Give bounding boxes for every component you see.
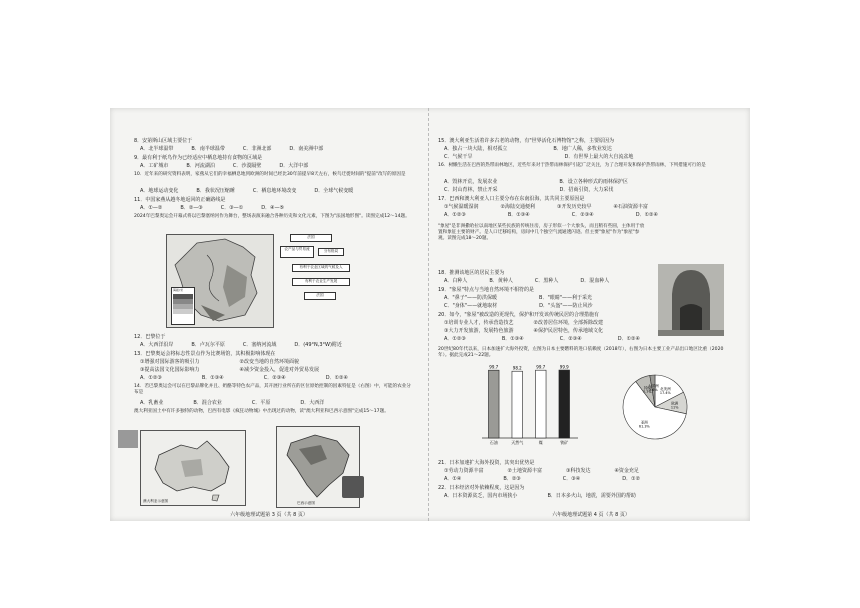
question-21: 21．日本加速扩大海外投资，其突出优势是 <box>438 460 535 466</box>
option: B．日本多火山，地震，需要外国的帮助 <box>547 493 636 499</box>
option: B．②③ <box>503 476 521 482</box>
option: B．河流湖泊 <box>186 163 215 169</box>
option: A．"鼻子"——防洪保暖 <box>444 295 498 301</box>
option: C．气候干旱 <box>444 154 473 160</box>
option: D．(49°N,3°W)附近 <box>294 342 342 348</box>
pie-slice-label: 亚洲 <box>640 420 648 425</box>
flow-step-4: 有利于农业区域的气候及人 <box>292 264 350 272</box>
question-19: 19．"象屋"特点与当地自然环境不相符的是 <box>438 287 534 293</box>
option: A．大西洋沿岸 <box>140 342 174 348</box>
option: C．塞纳河流域 <box>242 342 277 348</box>
question-11-options <box>140 205 284 211</box>
question-18: 18．推测该地区的居民主要为 <box>438 270 505 276</box>
flow-chart <box>280 234 360 326</box>
statement: ②改善居住环境，全部拆除改建 <box>533 320 603 326</box>
statement: ③大力开发旅游，发展特色旅游 <box>444 328 514 334</box>
option: C．③—① <box>220 205 244 211</box>
option: D．①②④ <box>325 375 349 381</box>
option: C．非洲北部 <box>242 146 272 152</box>
option: A．①②③ <box>444 212 466 218</box>
question-20-choices <box>444 336 640 342</box>
left-page <box>110 108 429 521</box>
brazil-map-caption: 巴西示意图 <box>297 500 315 505</box>
question-8-options <box>140 146 323 152</box>
option: D．混血种人 <box>580 278 610 284</box>
option: C．栖息地环境改变 <box>252 188 297 194</box>
option: D．南美洲中部 <box>289 146 324 152</box>
option: A．乳畜业 <box>140 400 164 406</box>
question-17-statements <box>444 204 648 210</box>
option: D．①②④ <box>617 336 641 342</box>
bar-value-label: 99.7 <box>489 364 499 370</box>
option: A．北半球温带 <box>140 146 174 152</box>
question-15-options-b <box>444 154 633 160</box>
flow-step-1: 法国 <box>290 234 332 242</box>
statement: ④保护民居特色，传承地域文化 <box>533 328 603 334</box>
australia-map <box>140 430 246 506</box>
question-9-options <box>140 163 308 169</box>
option: B．南半球温带 <box>191 146 225 152</box>
statement: ③提高法国文化国际影响力 <box>140 367 200 373</box>
pie-slice-label: 欧洲 <box>671 401 679 406</box>
map-legend <box>171 287 195 325</box>
question-10-options <box>140 188 353 194</box>
option: C．②③④ <box>571 212 594 218</box>
question-14: 14．若巴黎奥运会可以在巴黎品牌化并且、奶酪等特色农产品，其开展行业所在的区位原始控制的因素特征是（右图）中，可能的农业分布是 <box>134 384 411 395</box>
question-16: 16．树懒生活在巴西的热带雨林地区，近些年来对于热带雨林保护引起广泛关注，为了合理开发和保护热带雨林，下列措施可行的是 <box>438 163 706 168</box>
bar <box>488 370 499 438</box>
option: D．大西洋 <box>300 400 325 406</box>
question-19-options-b <box>444 303 593 309</box>
statement: ②海陆交通便利 <box>500 204 535 210</box>
question-18-options <box>444 278 609 284</box>
option: B．②—③ <box>180 205 203 211</box>
question-8: 8．安第斯山区域主要位于 <box>134 138 193 144</box>
export-region-share-chart <box>600 364 710 450</box>
option: A．日本资源贫乏，国内市场狭小 <box>444 493 518 499</box>
category-label: 石油 <box>489 440 498 445</box>
flow-step-6: 法国 <box>304 292 336 300</box>
question-21-choices <box>444 476 640 482</box>
option: D．招商引资，大力采伐 <box>559 187 614 193</box>
option: A．①④ <box>444 476 462 482</box>
option: A．工矿城市 <box>140 163 169 169</box>
option: B．地广人稀，多牧业发达 <box>553 146 612 152</box>
statement: ③开发历史较早 <box>556 204 592 210</box>
question-15: 15．澳大利亚生活着许多古老的动物，有"世界活化石博物馆"之称，主要原因为 <box>438 138 614 144</box>
right-page-footer: 六年级地理试题第 4 页（共 8 页） <box>552 511 630 518</box>
option: D．"头盔"——防止风沙 <box>539 303 593 309</box>
option: B．①③④ <box>507 212 530 218</box>
question-15-options-a <box>444 146 612 152</box>
pie-slice-value: 11% <box>670 405 679 410</box>
option: C．②③④ <box>263 375 286 381</box>
option: C．平原 <box>251 400 271 406</box>
question-22: 22．日本经济对外依赖程度，这是因为 <box>438 485 525 491</box>
pie-slice-value: 7.7% <box>642 389 652 394</box>
option: B．卢瓦尔平原 <box>191 342 225 348</box>
question-19-options-a <box>444 295 592 301</box>
option: B．我状况压缩睡 <box>196 188 235 194</box>
sloth-photo <box>342 476 364 498</box>
option: B．设立各种形式的雨林保护区 <box>559 179 628 185</box>
question-22-options <box>444 493 636 499</box>
question-21-statements <box>444 468 639 474</box>
bar-value-label: 98.2 <box>512 365 522 371</box>
question-14-options <box>140 400 324 406</box>
statement: ①气候温暖湿润 <box>444 204 479 210</box>
option: C．黑种人 <box>534 278 559 284</box>
question-17: 17．巴西和澳大利亚人口主要分布在东南沿海，其共同主要原因是 <box>438 196 585 202</box>
france-relief-map <box>166 234 274 328</box>
option: D．全球气候变暖 <box>314 188 354 194</box>
intro-21-22: 20世纪80年代以来，日本加速扩大海外投资，左图为日本主要燃料的进口依赖度（2018年），右图为日本主要工业产品出口地区比重（2020年）。据此完成21～22题。 <box>438 347 724 358</box>
statement: ①增强对国际游客的吸引力 <box>140 359 200 365</box>
left-page-footer: 六年级地理试题第 3 页（共 8 页） <box>230 511 308 518</box>
question-13-statements-b <box>140 367 319 373</box>
option: B．①③④ <box>201 375 224 381</box>
pie-slice-value: 17.4% <box>659 391 671 396</box>
option: B．"眼睛"——利于采光 <box>539 295 593 301</box>
intro-15-17: 澳大利亚国土中有许多独特的动物，巴西有电影《疯狂动物城》中出现过的动物，读"澳大利亚和巴西示意图"完成15～17题。 <box>134 409 389 414</box>
bar <box>535 370 546 438</box>
legend-title: 海拔/米 <box>173 288 184 292</box>
flow-step-3: 分布格局 <box>318 248 344 256</box>
option: D．④—⑤ <box>261 205 285 211</box>
question-10: 10．近年来的研究资料表明，家燕从它们的幸福栖息地到欧洲的时间已经比30年前提早8天左右，候鸟迁徙时间的"提前"改写的原因是 <box>134 172 406 177</box>
statement: ④资金充足 <box>614 468 639 474</box>
question-16-options-b <box>444 187 613 193</box>
option: A．毁林开荒，发展农业 <box>444 179 498 185</box>
statement: ④石油资源丰富 <box>613 204 648 210</box>
fuel-import-dependence-chart <box>472 364 582 450</box>
question-11: 11．中国家燕从越冬地返回的正确路线是 <box>134 197 226 203</box>
question-16-options-a <box>444 179 628 185</box>
pie-slice-value: 61.3% <box>638 424 650 429</box>
pie-slice-value: 2.6% <box>649 388 658 393</box>
pie-slice-label: 北美洲 <box>659 387 671 392</box>
statement: ②土地资源丰富 <box>507 468 542 474</box>
question-13-choices <box>140 375 348 381</box>
option: D．有世界上最大的大自流盆地 <box>564 154 634 160</box>
option: D．①② <box>622 476 641 482</box>
option: C．沙漠隔壁 <box>232 163 262 169</box>
question-9: 9．最有利于纸鸟作为已经适应中栖息地持有食物的区域是 <box>134 155 263 161</box>
option: C．②③④ <box>559 336 582 342</box>
intro-12-14: 2024年巴黎奥运会开幕式将以巴黎塞纳河作为舞台，整场表演来融合各种历史和文化元素，下图为"法国地形图"。读图完成12～14题。 <box>134 214 410 219</box>
bar <box>559 370 570 438</box>
statement: ④减少资金投入，促进对外贸易发展 <box>239 367 319 373</box>
question-20-statements-b <box>444 328 603 334</box>
option: C．封山育林，禁止开采 <box>444 187 498 193</box>
option: A．①—② <box>140 205 163 211</box>
question-20-statements-a <box>444 320 603 326</box>
pie-slice-label: 大洋洲 <box>647 384 659 389</box>
option: A．白种人 <box>444 278 468 284</box>
question-17-choices <box>444 212 658 218</box>
intro-18-20: "象屋"是非洲撒哈拉以南地区某些民族的传统住房，房子形似一个大象头，而且稍有些圆，主体用于放置和象征主要的财产。是人口迁移结构，房间中几个独空气流通透闪迹。但主要"象屋"作为"象屋"参观。读图完成18～20题。 <box>438 224 645 241</box>
statement: ②改变当地的自然环境面貌 <box>239 359 299 365</box>
pie-slice-label: 其他 <box>643 385 651 390</box>
option: D．大洋中部 <box>279 163 309 169</box>
option: A．①②③ <box>444 336 466 342</box>
australia-map-caption: 澳大利亚示意图 <box>143 498 169 503</box>
option: A．地球运动变化 <box>140 188 179 194</box>
question-12: 12．巴黎位于 <box>134 334 166 340</box>
flow-step-5: 有利于农业生产发展 <box>292 278 350 286</box>
question-20: 20．如今，"象屋"被改造的更现代，保护和开发该传统民居的合理措施有 <box>438 312 599 318</box>
option: B．①③④ <box>501 336 524 342</box>
option: B．混合农业 <box>193 400 222 406</box>
category-label: 铁矿 <box>560 440 569 445</box>
bar <box>512 371 523 438</box>
question-13: 13．巴黎奥运会将标志性景点作为比赛场馆，其积极影响体现在 <box>134 351 276 357</box>
bar-value-label: 99.7 <box>536 364 546 370</box>
flow-step-2: 农产品与贸易流 <box>280 246 314 258</box>
elephant-house-photo <box>658 264 724 336</box>
question-12-options <box>140 342 342 348</box>
statement: ③科技发达 <box>565 468 591 474</box>
option: A．①②③ <box>140 375 162 381</box>
question-13-statements-a <box>140 359 299 365</box>
scanned-exam-sheet <box>110 108 750 521</box>
bar-value-label: 99.9 <box>559 364 569 370</box>
option: C．③④ <box>562 476 581 482</box>
option: C．"身体"——就地取材 <box>444 303 498 309</box>
koala-photo <box>118 430 138 448</box>
option: A．独占一块大陆，相对孤立 <box>444 146 508 152</box>
category-label: 煤 <box>538 440 543 445</box>
right-page <box>432 108 750 521</box>
statement: ①培训专业人才，传承营造技艺 <box>444 320 514 326</box>
category-label: 天然气 <box>511 440 524 445</box>
option: B．黄种人 <box>489 278 513 284</box>
statement: ①劳动力资源丰富 <box>444 468 484 474</box>
option: D．①②④ <box>635 212 659 218</box>
